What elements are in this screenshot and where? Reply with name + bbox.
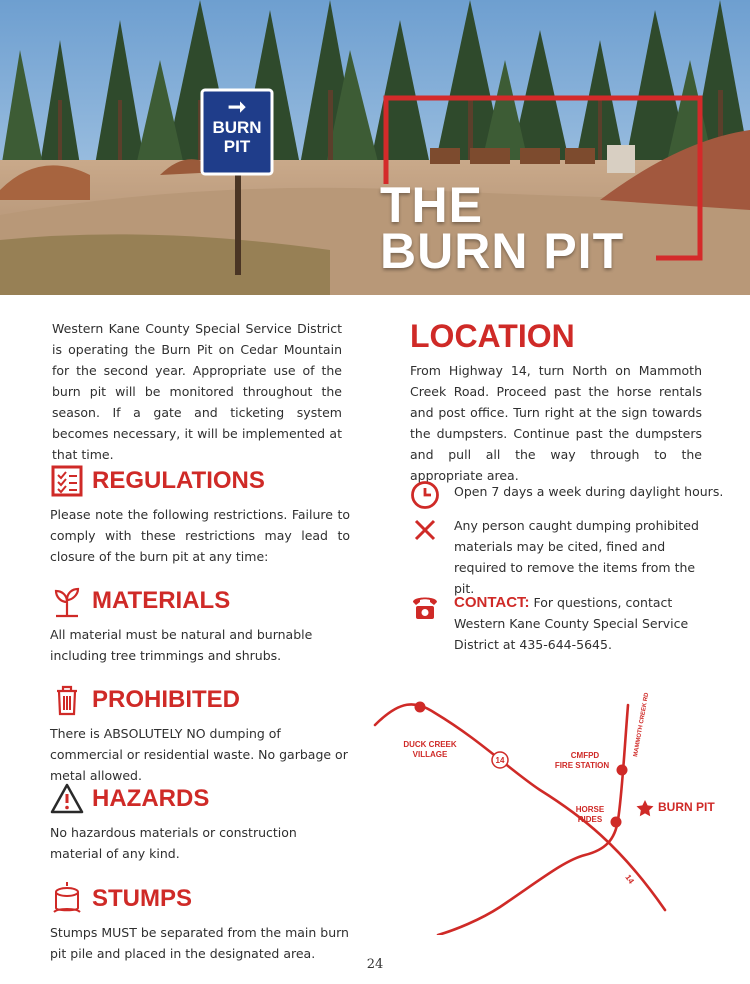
regulations-section — [50, 464, 350, 567]
trash-can-icon — [50, 683, 84, 717]
road-label: MAMMOTH CREEK RD — [633, 692, 651, 758]
highway-14-road — [375, 704, 665, 910]
highway-14-shield — [492, 752, 508, 768]
prohibited-text: There is ABSOLUTELY NO dumping of commercial or residential waste. No garbage or metal allowed. — [50, 726, 348, 783]
location-map — [360, 665, 750, 935]
regulations-text: Please note the following restrictions. Failure to comply with these restrictions may lead to closure of the burn pit at any time: — [50, 507, 350, 564]
svg-text:14: 14 — [495, 756, 505, 765]
penalty-text: Any person caught dumping prohibited materials may be cited, fined and required to remove the items from the pit. — [454, 518, 699, 596]
hwy-label: 14 — [623, 872, 636, 886]
materials-text: All material must be natural and burnable including tree trimmings and shrubs. — [50, 627, 313, 663]
hazards-section — [50, 782, 350, 864]
contact-label: CONTACT: — [454, 594, 530, 611]
materials-section — [50, 584, 350, 666]
hazards-heading: HAZARDS — [92, 785, 210, 812]
location-text: From Highway 14, turn North on Mammoth Creek Road. Proceed past the horse rentals and post office. Turn right at the sign towards the dumpsters. Continue past the dumpsters and pull all the way through to the appropriate area. — [410, 363, 702, 483]
intro-paragraph: Western Kane County Special Service District is operating the Burn Pit on Cedar Mountain for the second year. Appropriate use of the burn pit will be monitored throughout the season. If a gate and ticketing system becomes necessary, it will be implemented at that time. — [52, 321, 342, 462]
clock-icon — [410, 480, 440, 510]
penalty-row — [410, 515, 702, 599]
contact-text: For questions, contact Western Kane County Special Service District at 435-644-5645. — [454, 595, 689, 652]
fire-label-2: FIRE STATION — [554, 761, 610, 770]
duck-creek-marker — [415, 702, 426, 713]
page-number: 24 — [366, 957, 384, 972]
hours-text: Open 7 days a week during daylight hours. — [454, 484, 724, 499]
title-line-1: THE — [380, 177, 483, 233]
materials-heading: MATERIALS — [92, 587, 231, 614]
x-mark-icon — [410, 515, 440, 545]
horse-label-2: RIDES — [577, 815, 603, 824]
duck-creek-label-2: VILLAGE — [412, 750, 448, 759]
stump-icon — [50, 882, 84, 916]
phone-icon — [410, 592, 440, 622]
horse-rides-marker — [611, 817, 622, 828]
regulations-heading: REGULATIONS — [92, 467, 265, 494]
contact-row — [410, 592, 702, 655]
burn-pit-sign — [205, 96, 269, 156]
stumps-section — [50, 882, 350, 964]
sign-line-1: BURN — [212, 118, 262, 137]
sign-arrow-icon: ➞ — [227, 94, 247, 119]
stumps-text: Stumps MUST be separated from the main burn pit pile and placed in the designated area. — [50, 925, 349, 961]
hours-row — [410, 480, 723, 510]
fire-label-1: CMFPD — [570, 751, 600, 760]
sprout-icon — [50, 584, 84, 618]
burn-pit-label: BURN PIT — [658, 800, 715, 814]
stumps-heading: STUMPS — [92, 885, 193, 912]
sign-line-2: PIT — [223, 137, 251, 156]
warning-icon — [50, 782, 84, 816]
burn-pit-star-icon — [637, 800, 654, 816]
location-heading: LOCATION — [410, 318, 575, 354]
title-line-2: BURN PIT — [380, 223, 625, 279]
prohibited-heading: PROHIBITED — [92, 686, 241, 713]
hazards-text: No hazardous materials or construction material of any kind. — [50, 825, 297, 861]
duck-creek-label-1: DUCK CREEK — [403, 740, 457, 749]
fire-station-marker — [617, 765, 628, 776]
page-title — [380, 177, 625, 279]
horse-label-1: HORSE — [575, 805, 605, 814]
prohibited-section — [50, 683, 350, 786]
checklist-icon — [50, 464, 84, 498]
